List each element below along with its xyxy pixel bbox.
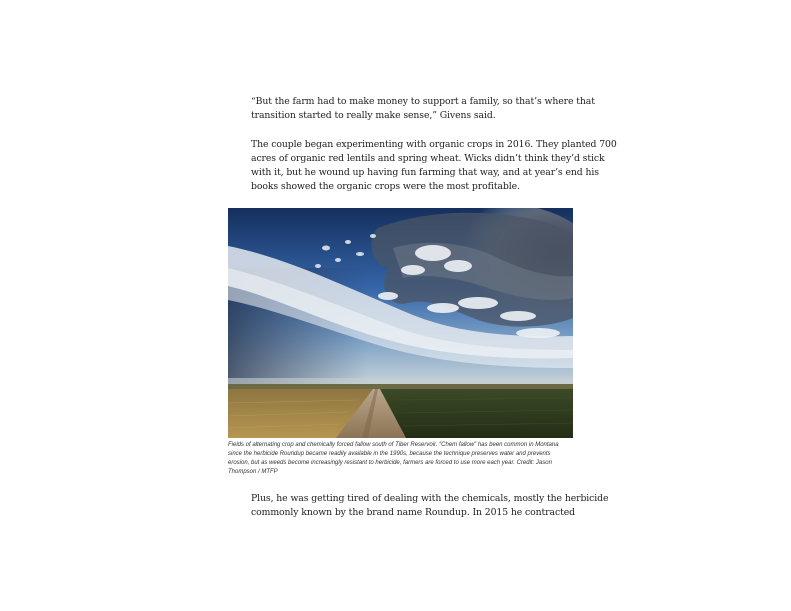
caption-line: Thompson / MTFP xyxy=(228,469,278,475)
caption-line: since the herbicide Roundup became readily available in the 1990s, because the technique preserves water and prevents xyxy=(228,451,551,457)
article-paragraph xyxy=(251,95,595,123)
article-paragraph xyxy=(251,492,609,520)
landscape-illustration xyxy=(228,208,573,438)
paragraph-line: commonly known by the brand name Roundup. In 2015 he contracted xyxy=(251,507,575,518)
paragraph-line: “But the farm had to make money to support a family, so that’s where that xyxy=(251,96,595,107)
caption-line: Fields of alternating crop and chemically forced fallow south of Tiber Reservoir. “Chem fallow” has been common in Montana xyxy=(228,442,559,448)
caption-line: erosion, but as weeds become increasingly resistant to herbicide, farmers are forced to use more each year. Credit: Jason xyxy=(228,460,552,466)
paragraph-line: The couple began experimenting with organic crops in 2016. They planted 700 xyxy=(251,139,617,150)
article-paragraph xyxy=(251,138,617,194)
paragraph-line: transition started to really make sense,” Givens said. xyxy=(251,110,496,121)
paragraph-line: Plus, he was getting tired of dealing with the chemicals, mostly the herbicide xyxy=(251,493,609,504)
paragraph-line: books showed the organic crops were the most profitable. xyxy=(251,181,520,192)
photo-caption xyxy=(228,441,573,477)
paragraph-line: acres of organic red lentils and spring wheat. Wicks didn’t think they’d stick xyxy=(251,153,605,164)
paragraph-line: with it, but he wound up having fun farming that way, and at year’s end his xyxy=(251,167,599,178)
article-photo xyxy=(228,208,573,438)
